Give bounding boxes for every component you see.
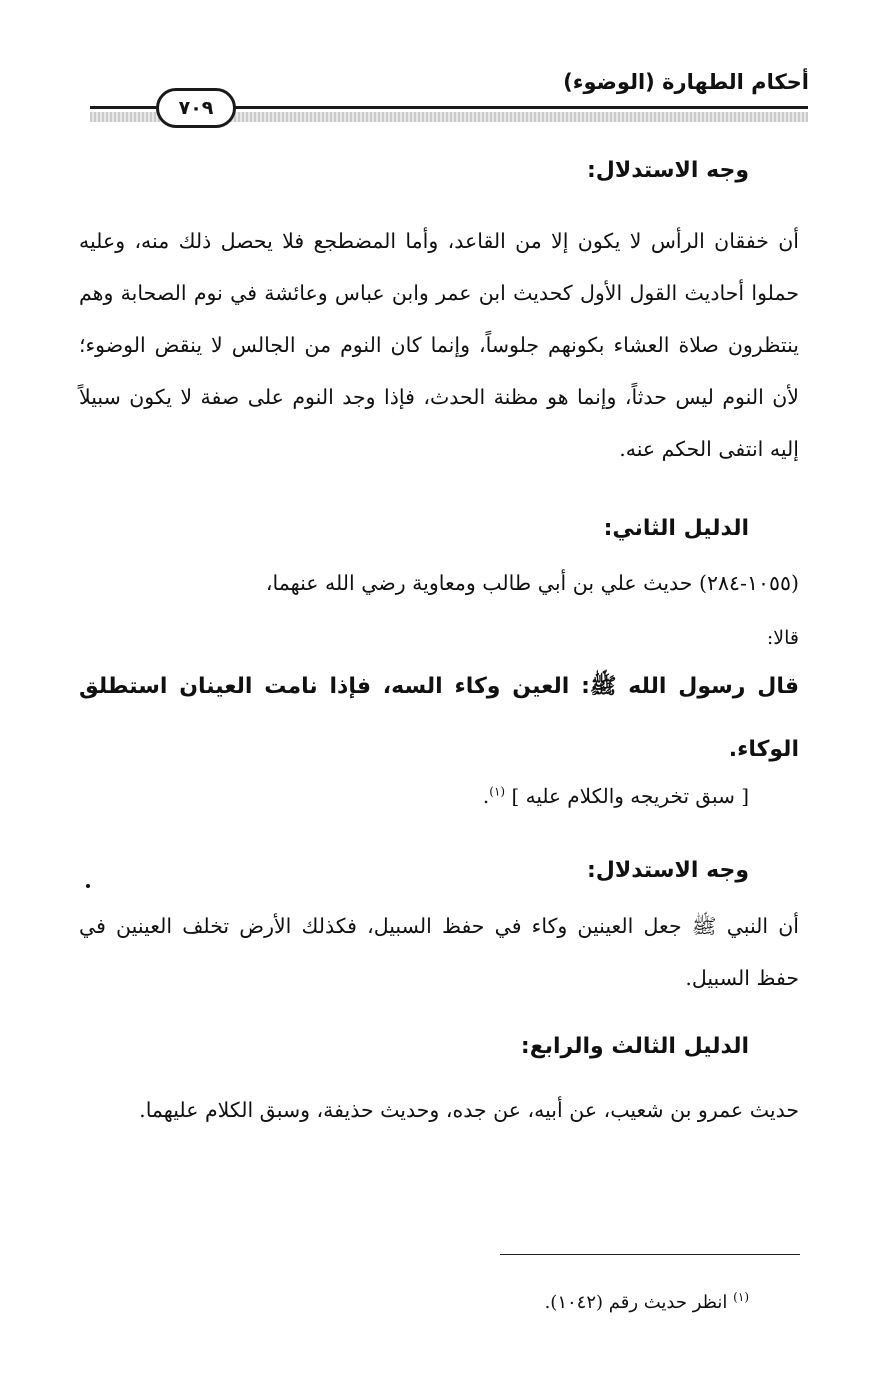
section-paragraph-daleel-3-4: حديث عمرو بن شعيب، عن أبيه، عن جده، وحديث حذيفة، وسبق الكلام عليهما. <box>139 1098 799 1122</box>
takhrij-footnote-marker[interactable]: (١) <box>489 784 506 799</box>
section-heading-daleel-3-4: الدليل الثالث والرابع: <box>520 1034 749 1059</box>
running-title: أحكام الطهارة (الوضوء) <box>563 70 809 94</box>
footnote <box>149 1290 749 1313</box>
footnote-marker: (١) <box>733 1290 749 1304</box>
takhrij-text: [ سبق تخريجه والكلام عليه ] <box>511 784 749 808</box>
section-paragraph-istidlal-1: أن خفقان الرأس لا يكون إلا من القاعد، وأما المضطجع فلا يحصل ذلك منه، وعليه حملوا أحاديث القول الأول كحديث ابن عمر وابن عباس وعائشة في نوم الصحابة وهم ينتظرون صلاة العشاء بكونهم جلوساً، وإنما كان النوم من الجالس لا ينقض الوضوء؛ لأن النوم ليس حدثاً، وإنما هو مظنة الحدث، فإذا وجد النوم على صفة لا يكون سبيلاً إليه انتفى الحكم عنه. <box>79 229 799 461</box>
hadith-reference: (١٠٥٥-٢٨٤) حديث علي بن أبي طالب ومعاوية رضي الله عنهما، <box>265 571 799 595</box>
section-heading-daleel-2: الدليل الثاني: <box>603 516 749 541</box>
section-heading-istidlal-1: وجه الاستدلال: <box>586 158 749 183</box>
takhrij-end: . <box>482 784 490 808</box>
hadith-text: قال رسول الله ﷺ: العين وكاء السه، فإذا نامت العينان استطلق الوكاء. <box>79 674 799 762</box>
footnote-rule <box>500 1254 800 1255</box>
footnote-text: انظر حديث رقم (١٠٤٢). <box>544 1292 728 1313</box>
section-paragraph-istidlal-2: أن النبي ﷺ جعل العينين وكاء في حفظ السبيل، فكذلك الأرض تخلف العينين في حفظ السبيل. <box>79 914 799 990</box>
takhrij-line <box>79 784 749 808</box>
page-number: ٧٠٩ <box>156 88 236 128</box>
hadith-qala: قالا: <box>766 627 799 649</box>
stray-dot-mark <box>86 884 90 888</box>
section-heading-istidlal-2: وجه الاستدلال: <box>586 858 749 883</box>
